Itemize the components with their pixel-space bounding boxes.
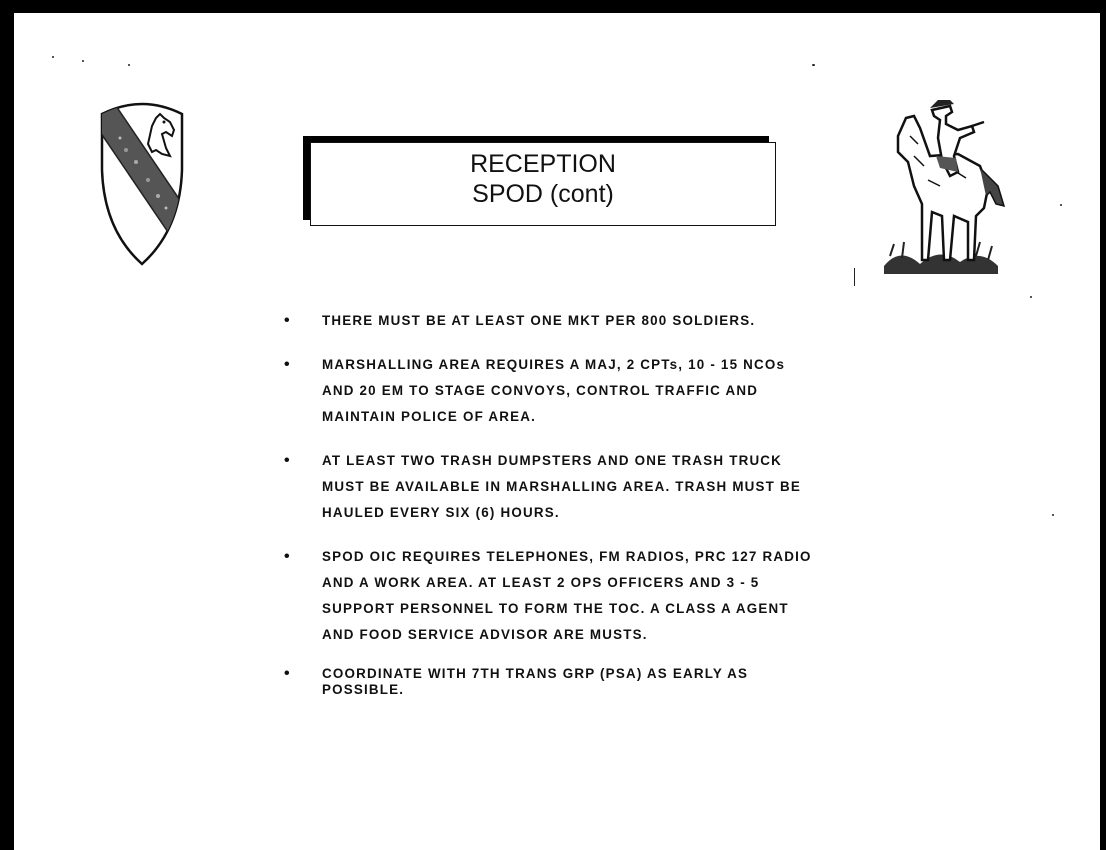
scan-border-right <box>1100 0 1106 850</box>
scan-speck <box>52 56 54 58</box>
bullet-dot: • <box>284 548 291 565</box>
cavalry-trooper-icon <box>880 96 1010 278</box>
scan-speck <box>82 60 84 62</box>
list-item <box>280 352 820 430</box>
scan-border-top <box>0 0 1106 13</box>
title-line-2: SPOD (cont) <box>472 180 614 208</box>
title-line-1: RECEPTION <box>470 150 616 178</box>
bullet-text: AT LEAST TWO TRASH DUMPSTERS AND ONE TRASH TRUCK MUST BE AVAILABLE IN MARSHALLING AREA. TRASH MUST BE HAULED EVERY SIX (6) HOURS. <box>322 453 801 520</box>
bullet-text: SPOD OIC REQUIRES TELEPHONES, FM RADIOS, PRC 127 RADIO AND A WORK AREA. AT LEAST 2 OPS OFFICERS AND 3 - 5 SUPPORT PERSONNEL TO FORM THE TOC. A CLASS A AGENT AND FOOD SERVICE ADVISOR ARE MUSTS. <box>322 549 812 642</box>
bullet-list <box>280 308 820 716</box>
scan-speck <box>1030 296 1032 298</box>
list-item <box>280 308 820 334</box>
list-item <box>280 666 820 698</box>
bullet-text: COORDINATE WITH 7TH TRANS GRP (PSA) AS EARLY AS POSSIBLE. <box>322 666 749 697</box>
bullet-dot: • <box>284 356 291 373</box>
scan-speck <box>1060 204 1062 206</box>
bullet-text: THERE MUST BE AT LEAST ONE MKT PER 800 SOLDIERS. <box>322 313 756 328</box>
bullet-text: MARSHALLING AREA REQUIRES A MAJ, 2 CPTs, 10 - 15 NCOs AND 20 EM TO STAGE CONVOYS, CONTROL TRAFFIC AND MAINTAIN POLICE OF AREA. <box>322 357 786 424</box>
bullet-dot: • <box>284 452 291 469</box>
scan-speck <box>854 268 855 286</box>
scan-speck <box>128 64 130 66</box>
scan-speck <box>812 64 815 66</box>
list-item <box>280 544 820 648</box>
list-item <box>280 448 820 526</box>
title-box <box>310 142 776 226</box>
scan-border-left <box>0 0 14 850</box>
scan-speck <box>1052 514 1054 516</box>
bullet-dot: • <box>284 312 291 329</box>
bullet-dot: • <box>284 665 291 682</box>
cavalry-shield-icon <box>96 100 188 268</box>
